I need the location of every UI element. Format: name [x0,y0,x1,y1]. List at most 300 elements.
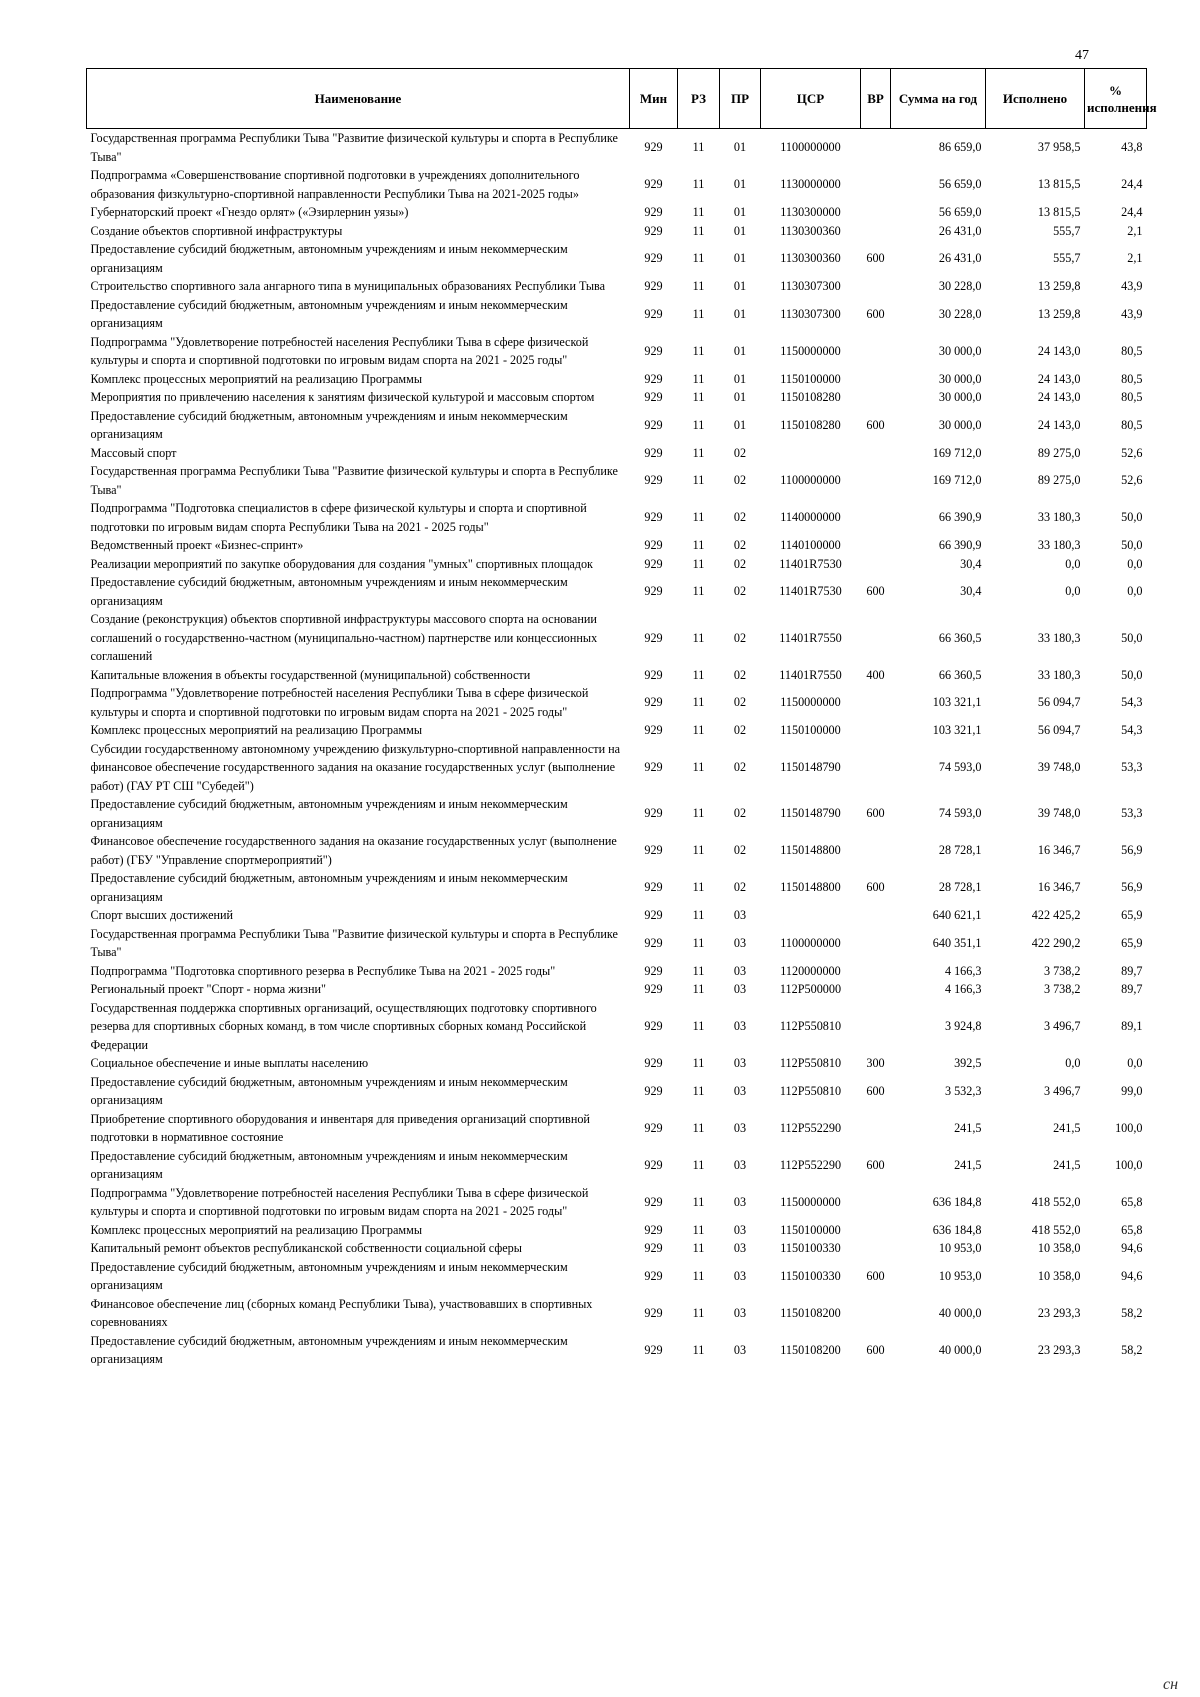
execution-percent-cell: 56,9 [1121,880,1143,895]
expense-type-cell [861,1184,891,1221]
header-subsection: ПР [720,69,761,129]
name-cell: Государственная программа Республики Тыва "Развитие физической культуры и спорта в Республике Тыва" [90,926,618,959]
table-row [87,296,1147,333]
target-article-cell: 112P550810 [779,1056,842,1070]
target-article-cell: 1150100000 [780,1222,841,1237]
table-row [87,1239,1147,1258]
annual-amount-cell: 86 659,0 [938,140,982,155]
annual-amount-cell: 392,5 [954,1056,982,1070]
subsection-cell: 03 [733,1222,747,1237]
section-cell: 11 [692,806,705,821]
annual-amount-cell: 636 184,8 [932,1194,982,1209]
annual-amount-cell: 74 593,0 [938,760,982,774]
execution-percent-cell: 65,9 [1121,908,1143,922]
name-cell: Субсидии государственному автономному учреждению физкультурно-спортивной направленности на финансовое обеспечение государственного задания на оказание государственных услуг (выполнение работ) (ГАУ РТ СШ "Субедей") [90,741,621,793]
execution-percent-cell: 52,6 [1121,473,1143,488]
table-row [87,1054,1147,1073]
section-cell: 11 [692,140,705,155]
ministry-cell: 929 [644,1305,663,1320]
annual-amount-cell: 241,5 [954,1120,982,1135]
section-cell: 11 [692,1241,705,1255]
ministry-cell: 929 [644,538,663,552]
executed-cell: 16 346,7 [1037,843,1081,858]
target-article-cell: 1150148790 [780,806,841,821]
executed-cell: 3 496,7 [1043,1083,1081,1098]
executed-cell: 33 180,3 [1037,667,1081,682]
executed-cell: 33 180,3 [1037,630,1081,645]
name-cell: Приобретение спортивного оборудования и инвентаря для приведения организаций спортивной подготовки в нормативное состояние [90,1111,590,1144]
ministry-cell: 929 [644,556,663,571]
subsection-cell: 01 [733,279,747,293]
section-cell: 11 [692,223,705,238]
subsection-cell: 02 [733,630,747,645]
ministry-cell: 929 [644,223,663,238]
section-cell: 11 [692,760,705,774]
execution-percent-cell: 94,6 [1121,1241,1143,1255]
table-row [87,536,1147,555]
subsection-cell: 03 [733,1157,747,1172]
annual-amount-cell: 10 953,0 [938,1241,982,1255]
annual-amount-cell: 40 000,0 [938,1342,982,1357]
execution-percent-cell: 80,5 [1121,390,1143,404]
table-row [87,740,1147,796]
executed-cell: 24 143,0 [1037,371,1081,386]
ministry-cell: 929 [644,140,663,155]
name-cell: Государственная программа Республики Тыва "Развитие физической культуры и спорта в Республике Тыва" [90,464,618,497]
name-cell: Создание (реконструкция) объектов спортивной инфраструктуры массового спорта на основании соглашений о государственно-частном (муниципально-частном) партнерстве или концессионных соглашений [90,612,598,663]
execution-percent-cell: 100,0 [1115,1157,1143,1172]
executed-cell: 37 958,5 [1037,140,1081,155]
subsection-cell: 01 [733,223,747,238]
section-cell: 11 [692,1019,705,1033]
execution-percent-cell: 43,9 [1121,279,1143,293]
target-article-cell: 112P552290 [779,1157,842,1172]
subsection-cell: 02 [733,695,747,710]
annual-amount-cell: 30 000,0 [938,390,982,404]
expense-type-cell [861,832,891,869]
annual-amount-cell: 4 166,3 [944,963,982,978]
annual-amount-cell: 4 166,3 [944,982,982,996]
annual-amount-cell: 66 360,5 [938,667,982,682]
execution-percent-cell: 80,5 [1121,371,1143,386]
annual-amount-cell: 66 390,9 [938,538,982,552]
section-cell: 11 [692,177,705,192]
table-row [87,407,1147,444]
expense-type-cell [861,684,891,721]
ministry-cell: 929 [644,963,663,978]
section-cell: 11 [692,1305,705,1320]
executed-cell: 13 815,5 [1037,177,1081,192]
executed-cell: 13 259,8 [1037,279,1081,293]
header-target-article: ЦСР [761,69,861,129]
ministry-cell: 929 [644,1019,663,1033]
section-cell: 11 [692,963,705,978]
name-cell: Создание объектов спортивной инфраструктуры [90,223,343,238]
executed-cell: 3 738,2 [1043,982,1081,996]
ministry-cell: 929 [644,695,663,710]
subsection-cell: 01 [733,177,747,192]
ministry-cell: 929 [644,279,663,293]
executed-cell: 555,7 [1053,251,1081,266]
section-cell: 11 [692,371,705,386]
ministry-cell: 929 [644,1157,663,1172]
annual-amount-cell: 640 351,1 [932,935,982,950]
annual-amount-cell: 30,4 [960,556,982,571]
subsection-cell: 03 [733,1241,747,1255]
expense-type-cell [861,1239,891,1258]
table-row [87,1332,1147,1369]
subsection-cell: 02 [733,760,747,774]
executed-cell: 13 259,8 [1037,306,1081,321]
expense-type-cell: 600 [866,1342,885,1357]
table-row [87,203,1147,222]
table-row [87,980,1147,999]
subsection-cell: 03 [733,1056,747,1070]
subsection-cell: 02 [733,723,747,737]
target-article-cell: 1130000000 [780,177,841,192]
target-article-cell: 1150108200 [780,1342,841,1357]
expense-type-cell [861,610,891,666]
ministry-cell: 929 [644,251,663,266]
target-article-cell: 1150100000 [780,371,841,386]
ministry-cell: 929 [644,1194,663,1209]
name-cell: Подпрограмма "Удовлетворение потребностей населения Республики Тыва в сфере физической культуры и спорта и спортивной подготовки по игровым видам спорта на 2021 - 2025 годы" [90,334,589,367]
expense-type-cell: 300 [866,1056,885,1070]
executed-cell: 3 496,7 [1043,1019,1081,1033]
executed-cell: 10 358,0 [1037,1268,1081,1283]
target-article-cell: 1150100330 [780,1241,841,1255]
expense-type-cell [861,962,891,981]
name-cell: Предоставление субсидий бюджетным, автономным учреждениям и иным некоммерческим организациям [90,242,568,275]
execution-percent-cell: 24,4 [1121,177,1143,192]
table-row [87,684,1147,721]
executed-cell: 422 290,2 [1031,935,1081,950]
target-article-cell: 1130300360 [780,223,841,238]
expense-type-cell [861,444,891,463]
name-cell: Финансовое обеспечение лиц (сборных команд Республики Тыва), участвовавших в спортивных соревнованиях [90,1296,593,1329]
annual-amount-cell: 636 184,8 [932,1222,982,1237]
section-cell: 11 [692,880,705,895]
ministry-cell: 929 [644,417,663,432]
ministry-cell: 929 [644,908,663,922]
section-cell: 11 [692,1268,705,1283]
table-row [87,925,1147,962]
table-row [87,962,1147,981]
executed-cell: 0,0 [1065,1056,1081,1070]
executed-cell: 555,7 [1053,223,1081,238]
executed-cell: 241,5 [1053,1120,1081,1135]
table-row [87,166,1147,203]
execution-percent-cell: 100,0 [1115,1120,1143,1135]
name-cell: Предоставление субсидий бюджетным, автономным учреждениям и иным некоммерческим организациям [90,575,568,608]
subsection-cell: 01 [733,343,747,358]
ministry-cell: 929 [644,806,663,821]
name-cell: Подпрограмма "Удовлетворение потребностей населения Республики Тыва в сфере физической культуры и спорта и спортивной подготовки по игровым видам спорта на 2021 - 2025 годы" [90,686,589,719]
table-row [87,1184,1147,1221]
subsection-cell: 02 [733,843,747,858]
subsection-cell: 03 [733,1194,747,1209]
section-cell: 11 [692,279,705,293]
name-cell: Социальное обеспечение и иные выплаты населению [90,1056,369,1070]
subsection-cell: 03 [733,1342,747,1357]
target-article-cell: 112P550810 [779,1019,842,1033]
annual-amount-cell: 66 360,5 [938,630,982,645]
annual-amount-cell: 30 000,0 [938,343,982,358]
target-article-cell: 112P552290 [779,1120,842,1135]
table-row [87,555,1147,574]
executed-cell: 89 275,0 [1037,445,1081,460]
expense-type-cell: 600 [866,417,885,432]
section-cell: 11 [692,1056,705,1070]
ministry-cell: 929 [644,306,663,321]
expense-type-cell [861,462,891,499]
execution-percent-cell: 54,3 [1121,723,1143,737]
name-cell: Предоставление субсидий бюджетным, автономным учреждениям и иным некоммерческим организациям [90,297,568,330]
executed-cell: 13 815,5 [1037,205,1081,219]
page-number: 47 [1075,48,1089,63]
header-execution-percent: % исполнения [1085,69,1147,129]
subsection-cell: 03 [733,963,747,978]
expense-type-cell [861,999,891,1055]
target-article-cell [761,444,861,463]
section-cell: 11 [692,723,705,737]
target-article-cell: 1150100000 [780,723,841,737]
name-cell: Предоставление субсидий бюджетным, автономным учреждениям и иным некоммерческим организациям [90,1148,568,1181]
ministry-cell: 929 [644,843,663,858]
executed-cell: 10 358,0 [1037,1241,1081,1255]
section-cell: 11 [692,473,705,488]
table-body [87,129,1147,1369]
executed-cell: 56 094,7 [1037,695,1081,710]
header-section: РЗ [678,69,720,129]
annual-amount-cell: 56 659,0 [938,205,982,219]
name-cell: Государственная программа Республики Тыва "Развитие физической культуры и спорта в Республике Тыва" [90,131,618,164]
execution-percent-cell: 89,7 [1121,963,1143,978]
annual-amount-cell: 10 953,0 [938,1268,982,1283]
execution-percent-cell: 89,1 [1121,1019,1143,1033]
execution-percent-cell: 0,0 [1127,1056,1143,1070]
name-cell: Предоставление субсидий бюджетным, автономным учреждениям и иным некоммерческим организациям [90,1333,568,1366]
section-cell: 11 [692,695,705,710]
name-cell: Подпрограмма "Удовлетворение потребностей населения Республики Тыва в сфере физической культуры и спорта и спортивной подготовки по игровым видам спорта на 2021 - 2025 годы" [90,1185,589,1218]
section-cell: 11 [692,630,705,645]
execution-percent-cell: 50,0 [1121,510,1143,525]
ministry-cell: 929 [644,630,663,645]
section-cell: 11 [692,445,705,460]
ministry-cell: 929 [644,371,663,386]
target-article-cell: 11401R7530 [779,556,842,571]
table-row [87,1147,1147,1184]
subsection-cell: 03 [733,1120,747,1135]
executed-cell: 33 180,3 [1037,538,1081,552]
section-cell: 11 [692,205,705,219]
execution-percent-cell: 2,1 [1127,223,1143,238]
annual-amount-cell: 28 728,1 [938,880,982,895]
annual-amount-cell: 30 228,0 [938,279,982,293]
section-cell: 11 [692,1083,705,1098]
section-cell: 11 [692,390,705,404]
executed-cell: 24 143,0 [1037,390,1081,404]
ministry-cell: 929 [644,982,663,996]
target-article-cell: 1130300000 [780,205,841,219]
execution-percent-cell: 24,4 [1121,205,1143,219]
executed-cell: 0,0 [1065,556,1081,571]
executed-cell: 422 425,2 [1031,908,1081,922]
ministry-cell: 929 [644,880,663,895]
table-row [87,1073,1147,1110]
subsection-cell: 03 [733,935,747,950]
expense-type-cell [861,333,891,370]
expense-type-cell [861,499,891,536]
name-cell: Губернаторский проект «Гнездо орлят» («Эзирлернин уязы») [90,205,409,219]
target-article-cell: 1150108280 [780,390,841,404]
section-cell: 11 [692,935,705,950]
expense-type-cell [861,1295,891,1332]
name-cell: Региональный проект "Спорт - норма жизни" [90,982,327,996]
subsection-cell: 01 [733,140,747,155]
table-row [87,869,1147,906]
subsection-cell: 03 [733,908,747,922]
subsection-cell: 03 [733,1305,747,1320]
table-row [87,222,1147,241]
annual-amount-cell: 56 659,0 [938,177,982,192]
expense-type-cell [861,536,891,555]
annual-amount-cell: 640 621,1 [932,908,982,922]
target-article-cell: 11401R7550 [779,667,842,682]
section-cell: 11 [692,343,705,358]
table-row [87,906,1147,925]
subsection-cell: 02 [733,806,747,821]
subsection-cell: 02 [733,556,747,571]
name-cell: Государственная поддержка спортивных организаций, осуществляющих подготовку спортивного резерва для спортивных сборных команд, в том числе спортивных сборных команд Российской Федерации [90,1000,597,1052]
annual-amount-cell: 3 924,8 [944,1019,982,1033]
target-article-cell: 112P550810 [779,1083,842,1098]
executed-cell: 23 293,3 [1037,1305,1081,1320]
expense-type-cell [861,277,891,296]
expense-type-cell [861,906,891,925]
table-row [87,721,1147,740]
executed-cell: 33 180,3 [1037,510,1081,525]
name-cell: Спорт высших достижений [90,908,234,922]
subsection-cell: 02 [733,880,747,895]
subsection-cell: 02 [733,445,747,460]
executed-cell: 24 143,0 [1037,343,1081,358]
annual-amount-cell: 40 000,0 [938,1305,982,1320]
executed-cell: 89 275,0 [1037,473,1081,488]
execution-percent-cell: 65,8 [1121,1222,1143,1237]
subsection-cell: 02 [733,473,747,488]
executed-cell: 23 293,3 [1037,1342,1081,1357]
execution-percent-cell: 43,8 [1121,140,1143,155]
subsection-cell: 01 [733,390,747,404]
annual-amount-cell: 66 390,9 [938,510,982,525]
subsection-cell: 02 [733,510,747,525]
section-cell: 11 [692,538,705,552]
table-row [87,370,1147,389]
execution-percent-cell: 53,3 [1121,806,1143,821]
name-cell: Подпрограмма "Подготовка спортивного резерва в Республике Тыва на 2021 - 2025 годы" [90,963,556,978]
header-ministry: Мин [630,69,678,129]
expense-type-cell: 600 [866,806,885,821]
execution-percent-cell: 94,6 [1121,1268,1143,1283]
target-article-cell [761,906,861,925]
ministry-cell: 929 [644,1222,663,1237]
target-article-cell: 1100000000 [780,140,841,155]
table-row [87,573,1147,610]
expense-type-cell: 600 [866,880,885,895]
execution-percent-cell: 65,8 [1121,1194,1143,1209]
name-cell: Комплекс процессных мероприятий на реализацию Программы [90,723,423,737]
executed-cell: 16 346,7 [1037,880,1081,895]
execution-percent-cell: 54,3 [1121,695,1143,710]
section-cell: 11 [692,417,705,432]
ministry-cell: 929 [644,1120,663,1135]
target-article-cell: 1130307300 [780,279,841,293]
table-row [87,610,1147,666]
name-cell: Подпрограмма «Совершенствование спортивной подготовки в учреждениях дополнительного образования физкультурно-спортивной направленности Республики Тыва на 2021-2025 годы» [90,168,580,201]
expense-type-cell [861,925,891,962]
section-cell: 11 [692,556,705,571]
table-row [87,444,1147,463]
table-row [87,462,1147,499]
execution-percent-cell: 58,2 [1121,1342,1143,1357]
name-cell: Предоставление субсидий бюджетным, автономным учреждениям и иным некоммерческим организациям [90,1259,568,1292]
section-cell: 11 [692,667,705,682]
annual-amount-cell: 26 431,0 [938,223,982,238]
name-cell: Комплекс процессных мероприятий на реализацию Программы [90,1222,423,1237]
target-article-cell: 1150100330 [780,1268,841,1283]
execution-percent-cell: 2,1 [1127,251,1143,266]
expense-type-cell [861,203,891,222]
execution-percent-cell: 58,2 [1121,1305,1143,1320]
subsection-cell: 03 [733,1083,747,1098]
executed-cell: 39 748,0 [1037,806,1081,821]
target-article-cell: 1150108200 [780,1305,841,1320]
name-cell: Капитальный ремонт объектов республиканской собственности социальной сферы [90,1241,522,1255]
name-cell: Предоставление субсидий бюджетным, автономным учреждениям и иным некоммерческим организациям [90,1074,568,1107]
expense-type-cell [861,740,891,796]
target-article-cell: 1150148800 [780,843,841,858]
ministry-cell: 929 [644,177,663,192]
table-row [87,999,1147,1055]
execution-percent-cell: 50,0 [1121,667,1143,682]
execution-percent-cell: 50,0 [1121,538,1143,552]
name-cell: Ведомственный проект «Бизнес-спринт» [90,538,304,552]
target-article-cell: 1130300360 [780,251,841,266]
name-cell: Мероприятия по привлечению населения к занятиям физической культурой и массовым спортом [90,390,595,404]
executed-cell: 39 748,0 [1037,760,1081,774]
section-cell: 11 [692,251,705,266]
target-article-cell: 1150000000 [780,695,841,710]
section-cell: 11 [692,1120,705,1135]
section-cell: 11 [692,843,705,858]
execution-percent-cell: 56,9 [1121,843,1143,858]
table-row [87,129,1147,167]
ministry-cell: 929 [644,1241,663,1255]
target-article-cell: 1120000000 [780,963,841,978]
table-row [87,1258,1147,1295]
expense-type-cell [861,721,891,740]
section-cell: 11 [692,1194,705,1209]
ministry-cell: 929 [644,343,663,358]
name-cell: Строительство спортивного зала ангарного типа в муниципальных образованиях Республики Тыва [90,279,606,293]
execution-percent-cell: 80,5 [1121,417,1143,432]
subsection-cell: 01 [733,371,747,386]
annual-amount-cell: 30 000,0 [938,371,982,386]
ministry-cell: 929 [644,1268,663,1283]
executed-cell: 0,0 [1065,584,1081,599]
expense-type-cell [861,555,891,574]
